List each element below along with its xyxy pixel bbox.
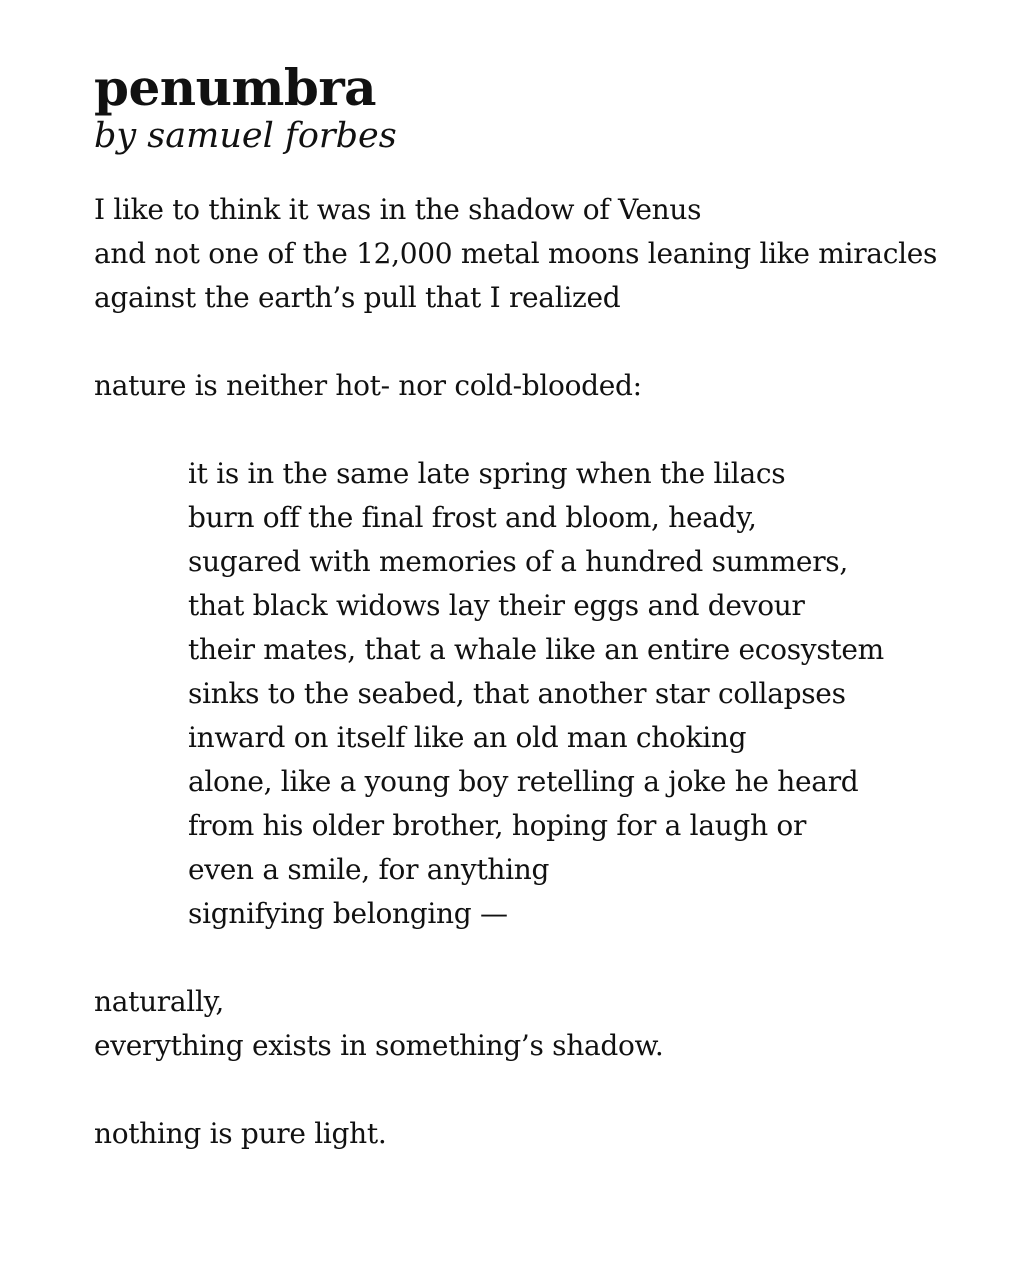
poem-title: penumbra — [94, 58, 377, 117]
stanza-break — [94, 408, 974, 452]
poem-line: and not one of the 12,000 metal moons leaning like miracles — [94, 237, 938, 270]
poem-line: nature is neither hot- nor cold-blooded: — [94, 369, 642, 402]
stanza-4 — [94, 980, 974, 1068]
poem-line: sinks to the seabed, that another star collapses — [188, 677, 846, 710]
stanza-5 — [94, 1112, 974, 1156]
poem-line: that black widows lay their eggs and devour — [188, 589, 805, 622]
poem-line: even a smile, for anything — [188, 853, 550, 886]
poem — [94, 56, 974, 1156]
poem-line: I like to think it was in the shadow of Venus — [94, 193, 702, 226]
poem-line: from his older brother, hoping for a laugh or — [188, 809, 807, 842]
stanza-break — [94, 936, 974, 980]
poem-byline: by samuel forbes — [94, 116, 397, 156]
poem-line: nothing is pure light. — [94, 1117, 387, 1150]
poem-line: naturally, — [94, 985, 225, 1018]
stanza-2 — [94, 364, 974, 408]
poem-line: it is in the same late spring when the lilacs — [188, 457, 786, 490]
stanza-1 — [94, 188, 974, 320]
stanza-break — [94, 1068, 974, 1112]
poem-line: their mates, that a whale like an entire ecosystem — [188, 633, 884, 666]
poem-line: against the earth’s pull that I realized — [94, 281, 621, 314]
stanza-3-indented — [94, 452, 974, 936]
spacer — [94, 158, 974, 188]
poem-line: inward on itself like an old man choking — [188, 721, 747, 754]
poem-line: everything exists in something’s shadow. — [94, 1029, 664, 1062]
poem-line: sugared with memories of a hundred summers, — [188, 545, 848, 578]
poem-line: alone, like a young boy retelling a joke he heard — [188, 765, 859, 798]
stanza-break — [94, 320, 974, 364]
poem-line: burn off the final frost and bloom, heady, — [188, 501, 757, 534]
poem-line: signifying belonging — — [188, 897, 508, 930]
